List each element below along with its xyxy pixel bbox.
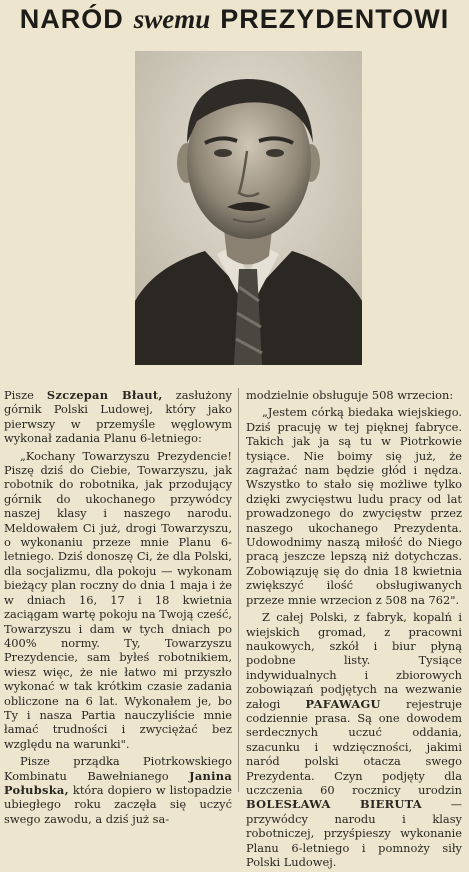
paragraph-continuation: modzielnie obsługuje 508 wrzecion:	[246, 388, 454, 402]
name-pafawag: PAFAWAGU	[305, 696, 381, 711]
headline-word-swemu: swemu	[133, 4, 211, 34]
paragraph-polubska-letter: „Jestem córką biedaka wiejskiego. Dziś pracuję w tej pięknej fabryce. Takich jak ja są tu w Piotrkowie tysiące. Nie boimy się już, że zagrażać nam będzie głód i nędza. Wszystko to stało się możliwe tylko dzięki zwycięstwu ludu pracy od lat prowadzonego do zwycięstw przez naszego ukochanego Prezydenta. Udowodnimy naszą miłość do Niego pracą jeszcze lepszą niż dotychczas. Zobowiązuję się do dnia 18 kwietnia zwiększyć ilość obsługiwanych przeze mnie wrzecion z 508 na 762".	[246, 405, 462, 607]
name-janina-polubska: Janina Połubska,	[4, 768, 232, 797]
headline	[0, 4, 469, 44]
paragraph-blaut-intro	[4, 388, 232, 446]
text-run: Pisze	[4, 388, 47, 402]
portrait-image	[135, 51, 362, 365]
article-right-column	[246, 388, 462, 872]
name-szczepan-blaut: Szczepan Błaut,	[46, 388, 163, 402]
text-run: rejestruje codziennie prasa. Są one dowodem serdecznych uczuć oddania, szacunku i wdzięczności, jakimi naród polski otacza swego Prezydenta. Czyn podjęty dla uczczenia 60 rocznicy urodzin	[246, 696, 462, 797]
headline-word-narod: NARÓD	[19, 4, 124, 34]
paragraph-polubska-intro	[4, 754, 232, 826]
text-run: zasłużony górnik Polski Ludowej, który jako pierwszy w przemyśle węglowym wykonał zadania Planu 6-letniego:	[4, 388, 232, 446]
paragraph-closing	[246, 610, 462, 869]
text-run: Pisze prządka Piotrkowskiego Kombinatu Bawełnianego	[4, 754, 232, 783]
text-run: — przywódcy narodu i klasy robotniczej, przyśpieszy wykonanie Planu 6-letniego i pomnoży siły Polski Ludowej.	[246, 797, 462, 869]
article-left-column	[4, 388, 232, 829]
paragraph-blaut-letter: „Kochany Towarzyszu Prezydencie! Piszę dziś do Ciebie, Towarzyszu, jak robotnik do robotnika, jak przodujący górnik do ukochanego przywódcy naszej klasy i naszego narodu. Meldowałem Ci już, drogi Towarzyszu, o wykonaniu przeze mnie Planu 6-letniego. Dziś donoszę Ci, że dla Polski, dla socjalizmu, dla pokoju — wykonam bieżący plan roczny do dnia 1 maja i że w dniach 16, 17 i 18 kwietnia zaciągam wartę pokoju na Twoją cześć, Towarzyszu i dam w tych dniach po 400% normy. Ty, Towarzyszu Prezydencie, sam byłeś robotnikiem, wiesz więc, że nie łatwo mi przyszło wykonać w tak krótkim czasie zadania obliczone na 6 lat. Wykonałem je, bo Ty i nasza Partia nauczyliście mnie łamać trudności i zwyciężać bez względu na warunki".	[4, 448, 232, 751]
column-divider	[238, 388, 239, 792]
text-run: która dopiero w listopadzie ubiegłego roku zaczęła się uczyć swego zawodu, a dziś już sa-	[4, 782, 232, 826]
headline-word-prezydentowi: PREZYDENTOWI	[220, 4, 450, 34]
name-boleslaw-bierut: BOLESŁAWA BIERUTA	[246, 797, 422, 812]
text-run: Z całej Polski, z fabryk, kopalń i wiejskich gromad, z pracowni naukowych, szkół i biur płyną podobne listy. Tysiące indywidualnych i zbiorowych zobowiązań podjętych na wezwanie załogi	[246, 610, 462, 711]
portrait-photo	[135, 51, 362, 365]
